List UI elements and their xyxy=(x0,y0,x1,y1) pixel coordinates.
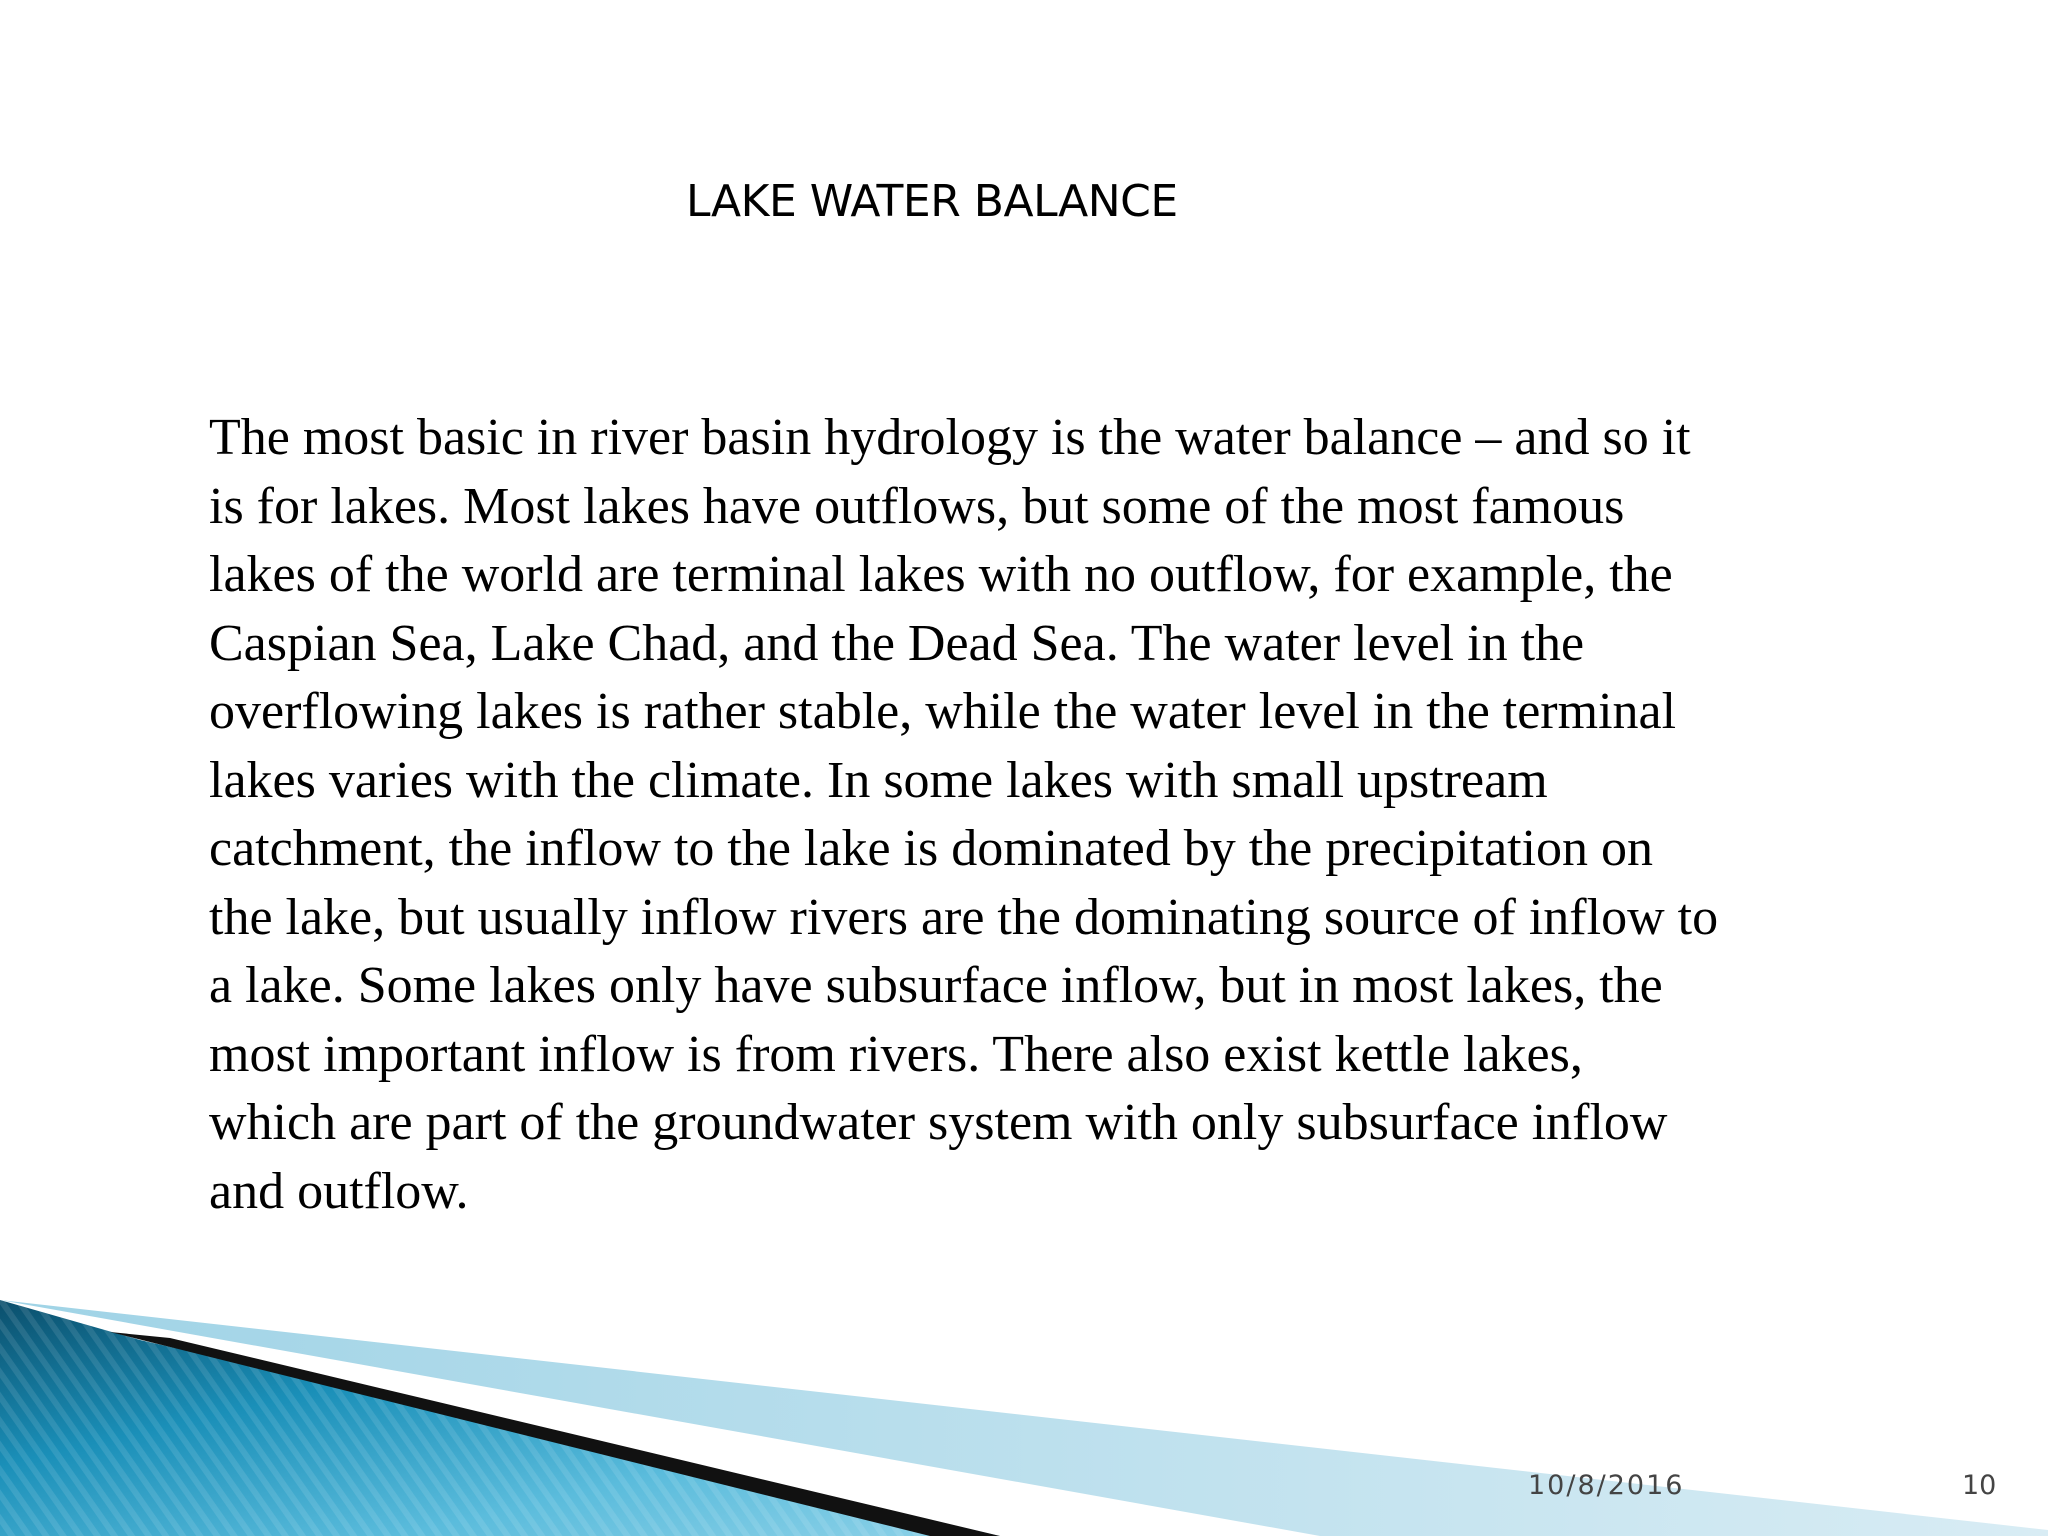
slide-title: LAKE WATER BALANCE xyxy=(686,176,1178,227)
corner-wave-decoration xyxy=(0,1280,2048,1536)
page-number: 10 xyxy=(1962,1470,1997,1501)
footer-date: 10/8/2016 xyxy=(1528,1470,1685,1501)
slide-body-text: The most basic in river basin hydrology is the water balance – and so it is for lakes. Most lakes have outflows, but some of the most famous lakes of the world are terminal lakes with no outflow, for example, the Caspian Sea, Lake Chad, and the Dead Sea. The water level in the overflowing lakes is rather stable, while the water level in the terminal lakes varies with the climate. In some lakes with small upstream catchment, the inflow to the lake is dominated by the precipitation on the lake, but usually inflow rivers are the dominating source of inflow to a lake. Some lakes only have subsurface inflow, but in most lakes, the most important inflow is from rivers. There also exist kettle lakes, which are part of the groundwater system with only subsurface inflow and outflow. xyxy=(209,409,1719,1220)
